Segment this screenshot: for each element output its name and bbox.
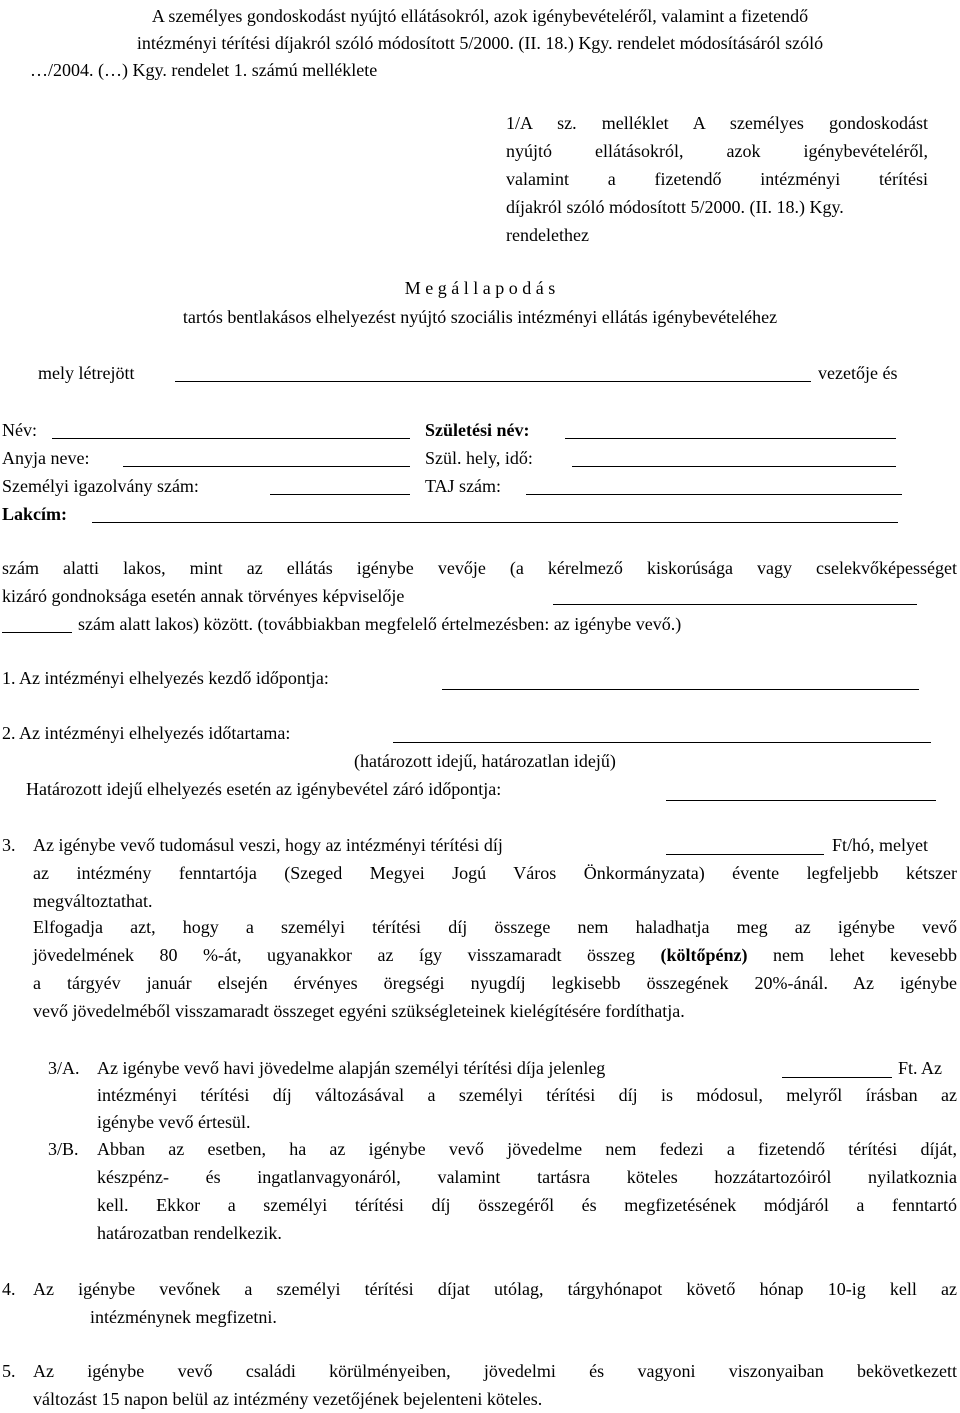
doc-title-line-3: …/2004. (…) Kgy. rendelet 1. számú melléklete — [30, 60, 378, 80]
id-number-label: Személyi igazolvány szám: — [2, 476, 199, 496]
section-2-duration-options: (határozott idejű, határozatlan idejű) — [354, 751, 616, 771]
name-blank-line[interactable] — [52, 438, 410, 439]
section-5-line-2: változást 15 napon belül az intézmény vezetőjének bejelenteni köteles. — [33, 1389, 543, 1409]
doc-title-line-2: intézményi térítési díjakról szóló módosított 5/2000. (II. 18.) Kgy. rendelet módosításáról szóló — [136, 33, 824, 53]
section-4-number: 4. — [2, 1279, 16, 1299]
section-3-number: 3. — [2, 835, 16, 855]
representative-address-blank-line[interactable] — [2, 632, 72, 633]
section-5-line-1: Az igénybe vevő családi körülményeiben, jövedelmi és vagyoni viszonyaiban bekövetkezett — [33, 1361, 957, 1381]
birth-place-label: Szül. hely, idő: — [425, 448, 533, 468]
address-label: Lakcím: — [2, 504, 67, 524]
resident-line-3: szám alatt lakos) között. (továbbiakban megfelelő értelmezésben: az igénybe vevő.) — [78, 614, 682, 634]
section-3b-line-3: kell. Ekkor a személyi térítési díj összegéről és megfizetésének módjáról a fenntartó — [97, 1195, 957, 1215]
section-3-line-1a: Az igénybe vevő tudomásul veszi, hogy az intézményi térítési díj — [33, 835, 503, 855]
doc-title-line-1: A személyes gondoskodást nyújtó ellátásokról, azok igénybevételéről, valamint a fizetendő — [151, 6, 809, 26]
agreement-title: M e g á l l a p o d á s — [404, 278, 556, 298]
id-number-blank-line[interactable] — [270, 494, 410, 495]
agreement-subtitle: tartós bentlakásos elhelyezést nyújtó szociális intézményi ellátás igénybevételéhez — [182, 307, 778, 327]
section-3b-line-4: határozatban rendelkezik. — [97, 1223, 282, 1243]
birth-place-blank-line[interactable] — [572, 466, 896, 467]
section-1-label: 1. Az intézményi elhelyezés kezdő időpontja: — [2, 668, 329, 688]
section-4-line-2: intézménynek megfizetni. — [90, 1307, 277, 1327]
section-3b-number: 3/B. — [48, 1139, 79, 1159]
taj-label: TAJ szám: — [425, 476, 502, 496]
section-2-label: 2. Az intézményi elhelyezés időtartama: — [2, 723, 291, 743]
annex-line-3: valamint a fizetendő intézményi térítési — [506, 169, 928, 189]
section-4-line-1: Az igénybe vevőnek a személyi térítési díjat utólag, tárgyhónapot követő hónap 10-ig kell az — [33, 1279, 957, 1299]
section-3a-line-2: intézményi térítési díj változásával a személyi térítési díj is módosul, melyről írásban az — [97, 1085, 957, 1105]
section-3-para-2-line-3: a tárgyév január elsején érvényes öregségi nyugdíj legkisebb összegének 20%-ánál. Az igénybe — [33, 973, 957, 993]
personal-fee-blank-line[interactable] — [782, 1077, 892, 1078]
section-3a-line-3: igénybe vevő értesül. — [97, 1112, 251, 1132]
taj-blank-line[interactable] — [526, 494, 902, 495]
section-3-para-2-line-4: vevő jövedelméből visszamaradt összeget egyéni szükségleteinek kielégítésére fordíthatja. — [33, 1001, 685, 1021]
section-3a-number: 3/A. — [48, 1058, 80, 1078]
section-3-line-2: az intézmény fenntartója (Szeged Megyei Jogú Város Önkormányzata) évente legfeljebb kétszer — [33, 863, 957, 883]
head-label: vezetője és — [818, 363, 898, 383]
representative-blank-line[interactable] — [553, 604, 917, 605]
mother-name-blank-line[interactable] — [123, 466, 410, 467]
annex-line-1: 1/A sz. melléklet A személyes gondoskodást — [506, 113, 928, 133]
institution-blank-line[interactable] — [175, 381, 811, 382]
annex-line-2: nyújtó ellátásokról, azok igénybevételéről, — [506, 141, 928, 161]
institutional-fee-blank-line[interactable] — [666, 854, 824, 855]
birth-name-label: Születési név: — [425, 420, 530, 440]
section-3-para-2-line-1: Elfogadja azt, hogy a személyi térítési díj összege nem haladhatja meg az igénybe vevő — [33, 917, 957, 937]
start-date-blank-line[interactable] — [442, 689, 919, 690]
address-blank-line[interactable] — [92, 522, 898, 523]
resident-line-2: kizáró gondnoksága esetén annak törvényes képviselője — [2, 586, 405, 606]
pocket-money-term: (költőpénz) — [660, 945, 748, 965]
end-date-blank-line[interactable] — [666, 800, 936, 801]
section-3-line-1b: Ft/hó, melyet — [832, 835, 928, 855]
section-3-line-3: megváltoztathat. — [33, 891, 153, 911]
duration-blank-line[interactable] — [393, 742, 931, 743]
section-3b-line-1: Abban az esetben, ha az igénybe vevő jövedelme nem fedezi a fizetendő térítési díját, — [97, 1139, 957, 1159]
section-5-number: 5. — [2, 1361, 16, 1381]
section-2-end-date-label: Határozott idejű elhelyezés esetén az igénybevétel záró időpontja: — [26, 779, 502, 799]
created-label: mely létrejött — [38, 363, 135, 383]
birth-name-blank-line[interactable] — [565, 438, 896, 439]
annex-line-5: rendelethez — [506, 225, 589, 245]
section-3a-line-1a: Az igénybe vevő havi jövedelme alapján személyi térítési díja jelenleg — [97, 1058, 606, 1078]
section-3a-line-1b: Ft. Az — [898, 1058, 943, 1078]
mother-name-label: Anyja neve: — [2, 448, 90, 468]
section-3-para-2-line-2: jövedelmének 80 %-át, ugyanakkor az így visszamaradt összeg (költőpénz) nem lehet kevesebb — [33, 945, 958, 965]
name-label: Név: — [2, 420, 37, 440]
section-3b-line-2: készpénz- és ingatlanvagyonáról, valamint tartásra köteles hozzátartozóiról nyilatkoznia — [97, 1167, 957, 1187]
resident-line-1: szám alatti lakos, mint az ellátás igénybe vevője (a kérelmező kiskorúsága vagy cselekvőképességet — [2, 558, 957, 578]
annex-line-4: díjakról szóló módosított 5/2000. (II. 18.) Kgy. — [506, 197, 844, 217]
